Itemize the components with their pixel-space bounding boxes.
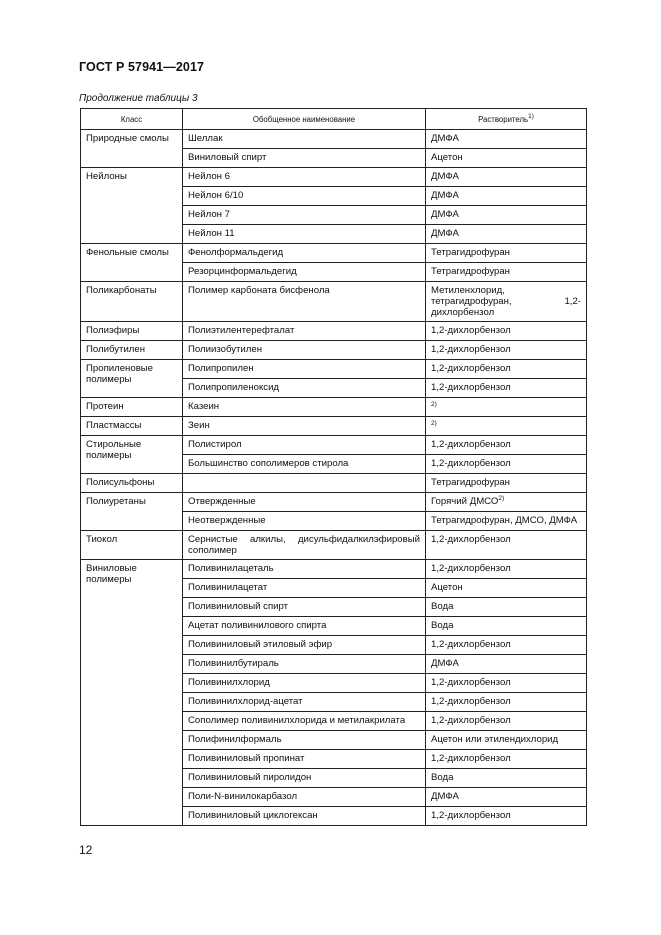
solvent-cell (426, 398, 587, 417)
solvent-cell (426, 149, 587, 168)
table-row (81, 341, 587, 360)
footnote-marker: 1) (528, 113, 534, 120)
solvent-text: 1,2-дихлорбензол (431, 382, 511, 393)
name-cell: Поливиниловый этиловый эфир (183, 636, 426, 655)
column-header-name: Обобщенное наименование (183, 109, 426, 130)
solvent-cell (426, 655, 587, 674)
table-row (81, 322, 587, 341)
solvent-cell (426, 341, 587, 360)
name-cell: Поливиниловый пиролидон (183, 769, 426, 788)
solvent-text: ДМФА (431, 228, 459, 239)
name-cell: Большинство сополимеров стирола (183, 455, 426, 474)
table-row (81, 493, 587, 512)
class-cell: Полибутилен (81, 341, 183, 360)
column-header-solvent-label: Растворитель (478, 115, 529, 124)
table-header-row (81, 109, 587, 130)
name-cell: Нейлон 7 (183, 206, 426, 225)
solvent-cell (426, 130, 587, 149)
name-cell: Полифинилформаль (183, 731, 426, 750)
class-cell: Стирольные полимеры (81, 436, 183, 474)
name-cell: Фенолформальдегид (183, 244, 426, 263)
name-cell: Сополимер поливинилхлорида и метилакрилата (183, 712, 426, 731)
solvent-text: 1,2-дихлорбензол (431, 325, 511, 336)
solvent-text: 1,2-дихлорбензол (431, 563, 511, 574)
footnote-marker: 2) (431, 401, 437, 408)
name-cell: Резорцинформальдегид (183, 263, 426, 282)
name-cell: Полиэтилентерефталат (183, 322, 426, 341)
solvent-cell (426, 379, 587, 398)
name-cell: Поли-N-винилокарбазол (183, 788, 426, 807)
solvent-text: Ацетон (431, 582, 463, 593)
class-cell: Виниловые полимеры (81, 560, 183, 826)
class-cell: Природные смолы (81, 130, 183, 168)
name-cell: Неотвержденные (183, 512, 426, 531)
solvent-text: 1,2-дихлорбензол (431, 753, 511, 764)
name-cell: Поливинилхлорид (183, 674, 426, 693)
name-cell: Поливинилхлорид-ацетат (183, 693, 426, 712)
solvent-cell (426, 731, 587, 750)
name-cell: Поливинилацетат (183, 579, 426, 598)
solvent-text: Ацетон (431, 152, 463, 163)
table-row (81, 244, 587, 263)
solvent-cell (426, 206, 587, 225)
class-cell: Тиокол (81, 531, 183, 560)
table-caption: Продолжение таблицы 3 (79, 93, 198, 104)
solvent-text: Горячий ДМСО (431, 496, 499, 507)
column-header-class: Класс (81, 109, 183, 130)
name-cell: Полистирол (183, 436, 426, 455)
name-cell: Полиизобутилен (183, 341, 426, 360)
class-cell: Нейлоны (81, 168, 183, 244)
class-cell: Протеин (81, 398, 183, 417)
solvent-cell (426, 360, 587, 379)
solvent-cell (426, 598, 587, 617)
solvent-cell (426, 674, 587, 693)
name-cell: Сернистые алкилы, дисульфидалкилэфировый сополимер (183, 531, 426, 560)
solvent-text: 1,2-дихлорбензол (431, 439, 511, 450)
solvent-cell (426, 560, 587, 579)
solvent-text: 1,2-дихлорбензол (431, 458, 511, 469)
solvents-table (80, 108, 587, 826)
table-row (81, 130, 587, 149)
name-cell: Поливинилацеталь (183, 560, 426, 579)
table-row (81, 474, 587, 493)
footnote-marker: 2) (498, 495, 505, 502)
solvent-text: 1,2-дихлорбензол (431, 639, 511, 650)
solvent-text: Тетрагидрофуран, ДМСО, ДМФА (431, 515, 578, 526)
class-cell: Фенольные смолы (81, 244, 183, 282)
solvent-cell (426, 263, 587, 282)
document-header: ГОСТ Р 57941—2017 (79, 60, 205, 74)
solvent-cell (426, 244, 587, 263)
solvent-cell (426, 187, 587, 206)
solvent-text: ДМФА (431, 133, 459, 144)
name-cell: Полипропилен (183, 360, 426, 379)
solvent-cell (426, 282, 587, 322)
solvent-cell (426, 455, 587, 474)
solvent-text: 1,2-дихлорбензол (431, 677, 511, 688)
table-row (81, 417, 587, 436)
table-row (81, 360, 587, 379)
solvent-text: Тетрагидрофуран (431, 266, 510, 277)
solvent-cell (426, 225, 587, 244)
name-cell: Ацетат поливинилового спирта (183, 617, 426, 636)
solvent-cell (426, 168, 587, 187)
solvent-cell (426, 807, 587, 826)
class-cell: Полиэфиры (81, 322, 183, 341)
page-number: 12 (79, 843, 93, 857)
solvent-text: Ацетон или этилендихлорид (431, 734, 559, 745)
class-cell: Полиуретаны (81, 493, 183, 531)
column-header-solvent (426, 109, 587, 130)
solvent-cell (426, 712, 587, 731)
table-row (81, 168, 587, 187)
solvent-text: Вода (431, 601, 454, 612)
solvent-text: Метиленхлорид, тетрагидрофуран, 1,2-дихлорбензол (431, 285, 581, 318)
name-cell: Поливиниловый пропинат (183, 750, 426, 769)
class-cell: Пропиленовые полимеры (81, 360, 183, 398)
solvent-cell (426, 750, 587, 769)
solvent-text: ДМФА (431, 171, 459, 182)
solvent-cell (426, 417, 587, 436)
solvent-cell (426, 512, 587, 531)
solvent-cell (426, 493, 587, 512)
solvent-cell (426, 531, 587, 560)
class-cell: Поликарбонаты (81, 282, 183, 322)
solvent-text: 1,2-дихлорбензол (431, 810, 511, 821)
solvent-cell (426, 436, 587, 455)
table-body (81, 130, 587, 826)
solvent-cell (426, 693, 587, 712)
solvent-text: ДМФА (431, 190, 459, 201)
name-cell: Нейлон 6 (183, 168, 426, 187)
solvent-cell (426, 322, 587, 341)
solvent-cell (426, 636, 587, 655)
class-cell: Полисульфоны (81, 474, 183, 493)
table-row (81, 436, 587, 455)
solvent-text: ДМФА (431, 209, 459, 220)
solvent-cell (426, 769, 587, 788)
name-cell: Поливинилбутираль (183, 655, 426, 674)
solvent-cell (426, 617, 587, 636)
name-cell (183, 474, 426, 493)
name-cell: Нейлон 11 (183, 225, 426, 244)
solvent-text: 1,2-дихлорбензол (431, 696, 511, 707)
name-cell: Зеин (183, 417, 426, 436)
table-row (81, 531, 587, 560)
class-cell: Пластмассы (81, 417, 183, 436)
name-cell: Полипропиленоксид (183, 379, 426, 398)
solvent-cell (426, 788, 587, 807)
solvent-cell (426, 579, 587, 598)
solvent-text: ДМФА (431, 658, 459, 669)
name-cell: Шеллак (183, 130, 426, 149)
solvent-text: 1,2-дихлорбензол (431, 344, 511, 355)
solvent-text: 1,2-дихлорбензол (431, 363, 511, 374)
table-row (81, 398, 587, 417)
name-cell: Поливиниловый спирт (183, 598, 426, 617)
name-cell: Нейлон 6/10 (183, 187, 426, 206)
solvent-text: Тетрагидрофуран (431, 477, 510, 488)
name-cell: Полимер карбоната бисфенола (183, 282, 426, 322)
solvent-text: 1,2-дихлорбензол (431, 715, 511, 726)
table-row (81, 282, 587, 322)
solvent-text: Вода (431, 772, 454, 783)
name-cell: Отвержденные (183, 493, 426, 512)
solvent-text: Тетрагидрофуран (431, 247, 510, 258)
name-cell: Виниловый спирт (183, 149, 426, 168)
solvent-text: ДМФА (431, 791, 459, 802)
name-cell: Поливиниловый циклогексан (183, 807, 426, 826)
solvent-cell (426, 474, 587, 493)
footnote-marker: 2) (431, 420, 437, 427)
solvent-text: Вода (431, 620, 454, 631)
name-cell: Казеин (183, 398, 426, 417)
solvent-text: 1,2-дихлорбензол (431, 534, 511, 545)
table-row (81, 560, 587, 579)
